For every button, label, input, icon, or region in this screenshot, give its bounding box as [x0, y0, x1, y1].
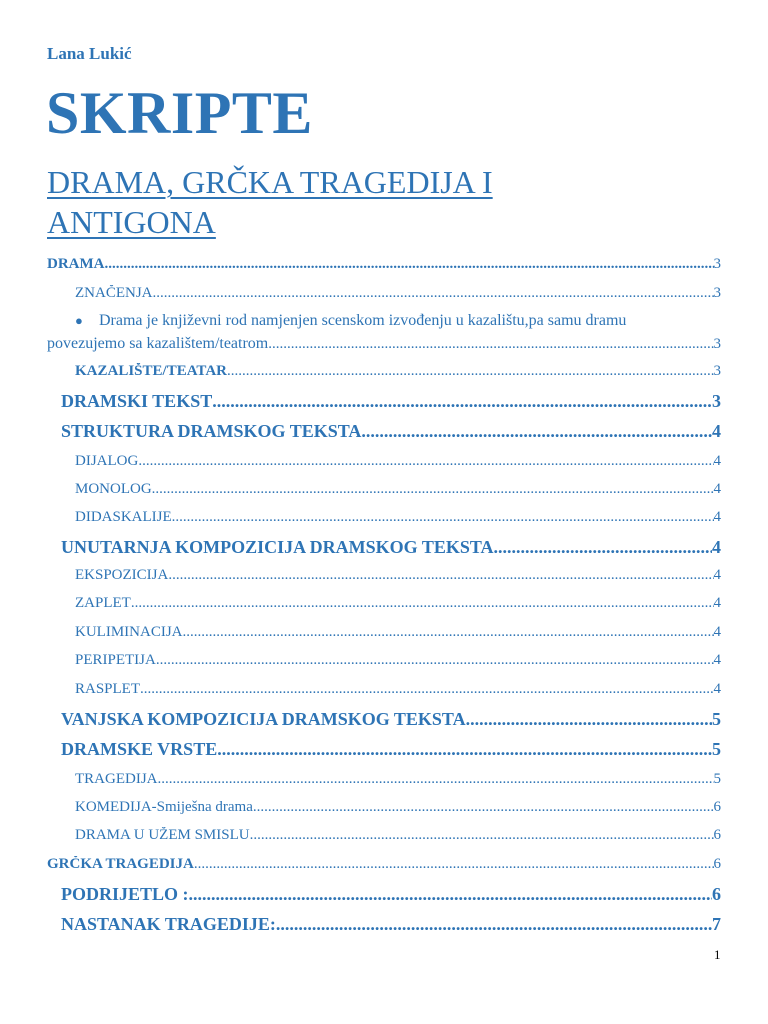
toc-entry-kazaliste[interactable]: [75, 363, 721, 380]
toc-dot-leader: [156, 652, 714, 669]
author-name: Lana Lukić: [47, 44, 132, 63]
toc-page-number: 6: [712, 884, 721, 904]
toc-page-number: 5: [712, 709, 721, 729]
toc-page-number: 3: [713, 363, 721, 379]
toc-page-number: 6: [713, 799, 721, 815]
toc-dot-leader: [152, 481, 714, 498]
toc-page-number: 5: [713, 771, 721, 787]
toc-entry-label: KULIMINACIJA: [75, 624, 183, 640]
toc-dot-leader: [253, 799, 714, 816]
toc-dot-leader: [212, 391, 712, 412]
toc-dot-leader: [172, 509, 714, 526]
toc-page-number: 4: [713, 481, 721, 497]
toc-entry-bullet-line1[interactable]: [75, 312, 626, 330]
toc-page-number: 3: [713, 285, 721, 301]
toc-dot-leader: [250, 827, 714, 844]
toc-entry-label: PERIPETIJA: [75, 652, 156, 668]
toc-entry-label: DRAMA U UŽEM SMISLU: [75, 827, 250, 843]
page-number: 1: [714, 947, 721, 962]
toc-entry-label: MONOLOG: [75, 481, 152, 497]
toc-entry-label: PODRIJETLO :: [61, 884, 189, 904]
toc-entry-label: STRUKTURA DRAMSKOG TEKSTA: [61, 421, 362, 441]
toc-entry-label: DRAMA: [47, 256, 105, 272]
toc-entry-struktura[interactable]: [61, 421, 721, 442]
toc-entry-nastanak[interactable]: [61, 914, 721, 935]
toc-entry-znacenja[interactable]: [75, 285, 721, 302]
toc-page-number: 4: [713, 595, 721, 611]
toc-entry-label: KOMEDIJA-Smiješna drama: [75, 799, 253, 815]
toc-entry-podrijetlo[interactable]: [61, 884, 721, 905]
toc-entry-label: TRAGEDIJA: [75, 771, 158, 787]
toc-entry-label: ZNAČENJA: [75, 285, 153, 301]
toc-dot-leader: [227, 363, 714, 380]
toc-entry-label: GRČKA TRAGEDIJA: [47, 856, 194, 872]
toc-entry-label: DRAMSKI TEKST: [61, 391, 213, 411]
toc-dot-leader: [466, 709, 712, 730]
toc-dot-leader: [189, 884, 712, 905]
toc-page-number: 4: [712, 537, 721, 557]
toc-entry-peripetija[interactable]: [75, 652, 721, 669]
toc-entry-ekspozicija[interactable]: [75, 567, 721, 584]
toc-page-number: 4: [713, 624, 721, 640]
toc-page-number: 4: [713, 509, 721, 525]
toc-entry-vanjska[interactable]: [61, 709, 721, 730]
toc-entry-dramske-vrste[interactable]: [61, 739, 721, 760]
toc-dot-leader: [217, 739, 712, 760]
toc-page-number: 4: [712, 421, 721, 441]
toc-dot-leader: [153, 285, 714, 302]
toc-entry-label: DIDASKALIJE: [75, 509, 172, 525]
toc-entry-unutarnja[interactable]: [61, 537, 721, 558]
toc-entry-zaplet[interactable]: [75, 595, 721, 612]
toc-entry-didaskalije[interactable]: [75, 509, 721, 526]
toc-dot-leader: [361, 421, 712, 442]
toc-entry-monolog[interactable]: [75, 481, 721, 498]
toc-dot-leader: [105, 256, 714, 273]
toc-entry-label: povezujemo sa kazalištem/teatrom: [47, 335, 269, 352]
toc-entry-komedija[interactable]: [75, 799, 721, 816]
toc-page-number: 4: [713, 567, 721, 583]
toc-entry-label: KAZALIŠTE/TEATAR: [75, 363, 227, 379]
toc-dot-leader: [158, 771, 714, 788]
toc-entry-bullet-line2[interactable]: [47, 335, 721, 353]
toc-dot-leader: [168, 567, 713, 584]
toc-page-number: 5: [712, 739, 721, 759]
toc-page-number: 3: [713, 256, 721, 272]
toc-entry-label: Drama je književni rod namjenjen scenskom izvođenju u kazalištu,pa samu dramu: [99, 312, 627, 329]
toc-dot-leader: [276, 914, 712, 935]
toc-entry-label: NASTANAK TRAGEDIJE:: [61, 914, 276, 934]
toc-entry-label: DRAMSKE VRSTE: [61, 739, 218, 759]
toc-page-number: 4: [713, 453, 721, 469]
toc-dot-leader: [138, 453, 713, 470]
toc-page-number: 7: [712, 914, 721, 934]
toc-page-number: 4: [713, 652, 721, 668]
toc-entry-grcka-tragedija[interactable]: [47, 856, 721, 873]
bullet-icon: ●: [75, 313, 83, 328]
toc-dot-leader: [268, 336, 713, 353]
toc-entry-rasplet[interactable]: [75, 681, 721, 698]
toc-dot-leader: [494, 537, 712, 558]
toc-page-number: 3: [712, 391, 721, 411]
toc-entry-label: DIJALOG: [75, 453, 139, 469]
document-subtitle[interactable]: DRAMA, GRČKA TRAGEDIJA I ANTIGONA: [47, 164, 493, 240]
toc-dot-leader: [183, 624, 714, 641]
toc-entry-drama-uzem-smislu[interactable]: [75, 827, 721, 844]
toc-entry-label: RASPLET: [75, 681, 141, 697]
toc-entry-kuliminacija[interactable]: [75, 624, 721, 641]
toc-entry-tragedija[interactable]: [75, 771, 721, 788]
toc-page-number: 6: [713, 856, 721, 872]
toc-entry-drama[interactable]: [47, 256, 721, 273]
toc-entry-label: UNUTARNJA KOMPOZICIJA DRAMSKOG TEKSTA: [61, 537, 494, 557]
toc-page-number: 4: [713, 681, 721, 697]
toc-entry-label: VANJSKA KOMPOZICIJA DRAMSKOG TEKSTA: [61, 709, 466, 729]
toc-entry-dijalog[interactable]: [75, 453, 721, 470]
toc-entry-dramski-tekst[interactable]: [61, 391, 721, 412]
toc-entry-label: ZAPLET: [75, 595, 131, 611]
toc-dot-leader: [140, 681, 713, 698]
toc-dot-leader: [194, 856, 714, 873]
toc-dot-leader: [131, 595, 714, 612]
toc-entry-label: EKSPOZICIJA: [75, 567, 169, 583]
toc-page-number: 3: [713, 336, 721, 352]
toc-page-number: 6: [713, 827, 721, 843]
document-title: SKRIPTE: [46, 80, 313, 146]
